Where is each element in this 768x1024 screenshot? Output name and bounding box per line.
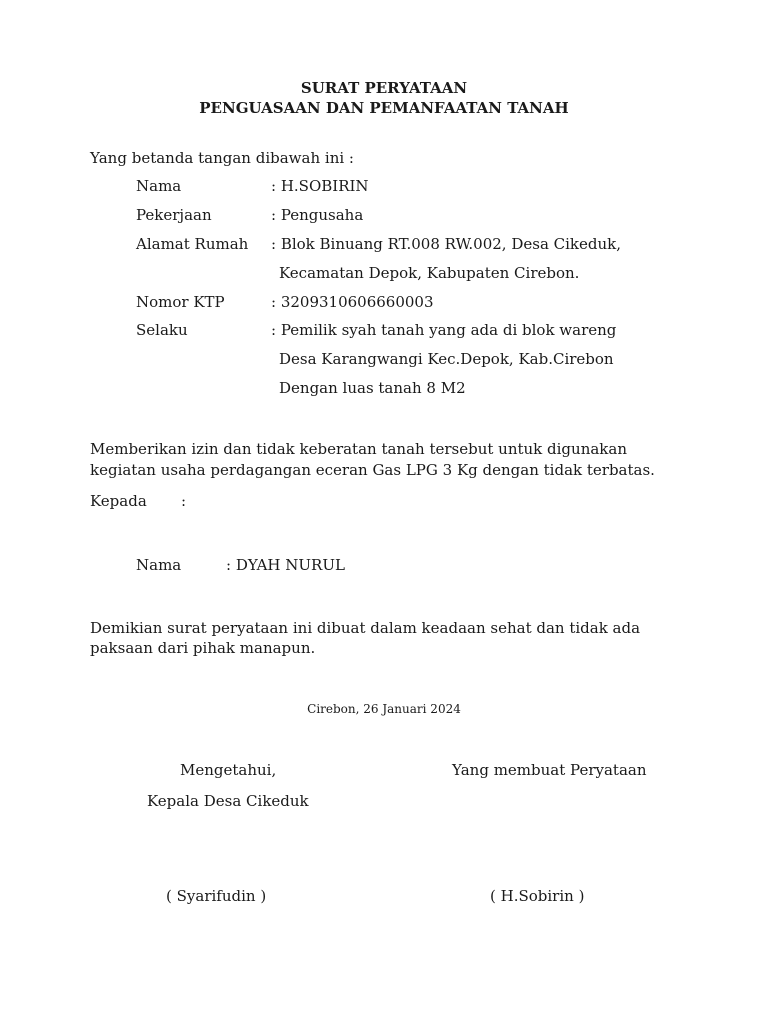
closing-line2: paksaan dari pihak manapun. — [90, 639, 316, 657]
field-value-alamat: : Blok Binuang RT.008 RW.002, Desa Cikeduk, — [271, 235, 622, 253]
statement-line2: kegiatan usaha perdagangan eceran Gas LPG 3 Kg dengan tidak terbatas. — [90, 461, 655, 479]
field-value-selaku: : Pemilik syah tanah yang ada di blok wareng — [271, 321, 617, 339]
field-value-selaku-line3: Dengan luas tanah 8 M2 — [279, 379, 466, 397]
field-label-nama: Nama — [136, 177, 182, 195]
kepada-label: Kepada — [90, 492, 147, 510]
document-title: SURAT PERYATAAN — [300, 79, 468, 97]
field-label-selaku: Selaku — [136, 321, 188, 339]
field-value-selaku-line2: Desa Karangwangi Kec.Depok, Kab.Cirebon — [279, 350, 614, 368]
field-value-ktp: : 3209310606660003 — [271, 293, 434, 311]
field-label-alamat: Alamat Rumah — [136, 235, 249, 253]
signature-right-name: ( H.Sobirin ) — [490, 887, 585, 905]
signature-left-heading: Mengetahui, — [180, 761, 277, 779]
field-label-pekerjaan: Pekerjaan — [136, 206, 212, 224]
field-value-nama: : H.SOBIRIN — [271, 177, 369, 195]
recipient-value: : DYAH NURUL — [226, 556, 345, 574]
signature-left-title: Kepala Desa Cikeduk — [147, 792, 309, 810]
kepada-colon: : — [181, 492, 187, 510]
intro-text: Yang betanda tangan dibawah ini : — [90, 149, 354, 167]
signature-left-name: ( Syarifudin ) — [166, 887, 267, 905]
closing-line1: Demikian surat peryataan ini dibuat dalam keadaan sehat dan tidak ada — [90, 619, 641, 637]
statement-line1: Memberikan izin dan tidak keberatan tanah tersebut untuk digunakan — [90, 440, 627, 458]
signature-right-heading: Yang membuat Peryataan — [452, 761, 647, 779]
field-label-ktp: Nomor KTP — [136, 293, 225, 311]
field-value-alamat-line2: Kecamatan Depok, Kabupaten Cirebon. — [279, 264, 580, 282]
document-subtitle: PENGUASAAN DAN PEMANFAATAN TANAH — [199, 99, 569, 117]
recipient-label: Nama — [136, 556, 182, 574]
field-value-pekerjaan: : Pengusaha — [271, 206, 364, 224]
place-date: Cirebon, 26 Januari 2024 — [307, 702, 461, 716]
